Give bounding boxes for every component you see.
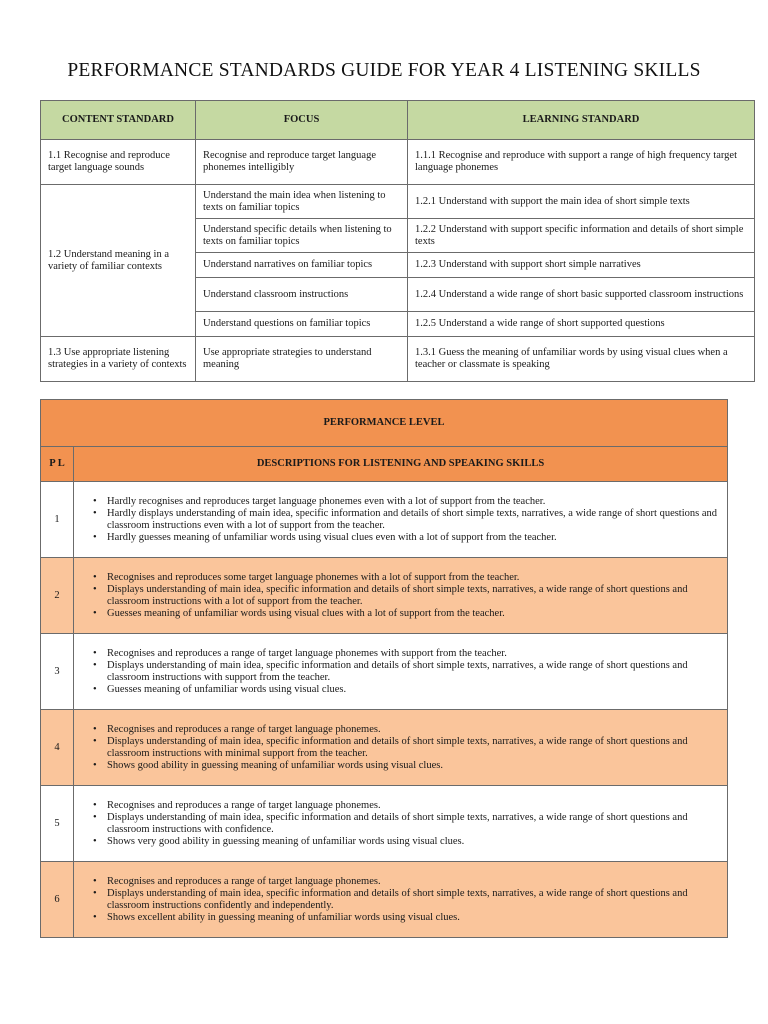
pl-number: 5 xyxy=(41,786,74,862)
learning-standard-cell: 1.2.4 Understand a wide range of short basic supported classroom instructions xyxy=(408,278,755,312)
description-item: • Recognises and reproduces a range of target language phonemes. xyxy=(107,876,720,888)
standards-table xyxy=(40,100,755,382)
pl-number: 6 xyxy=(41,862,74,938)
pl-number: 1 xyxy=(41,482,74,558)
content-standard-cell: 1.2 Understand meaning in a variety of familiar contexts xyxy=(41,185,196,337)
standards-row xyxy=(41,140,755,185)
learning-standard-header: LEARNING STANDARD xyxy=(408,101,755,140)
descriptions-column-header: DESCRIPTIONS FOR LISTENING AND SPEAKING SKILLS xyxy=(74,447,728,482)
description-item: • Displays understanding of main idea, specific information and details of short simple texts, narratives, a wide range of short questions and classroom instructions with confidence. xyxy=(107,812,720,836)
learning-standard-cell: 1.2.5 Understand a wide range of short supported questions xyxy=(408,312,755,337)
level-description xyxy=(74,482,728,558)
focus-cell: Understand the main idea when listening to texts on familiar topics xyxy=(196,185,408,219)
description-item: • Recognises and reproduces a range of target language phonemes with support from the teacher. xyxy=(107,648,720,660)
pl-column-header: P L xyxy=(41,447,74,482)
focus-cell: Understand narratives on familiar topics xyxy=(196,253,408,278)
description-item: • Shows excellent ability in guessing meaning of unfamiliar words using visual clues. xyxy=(107,912,720,924)
performance-level-row xyxy=(41,482,728,558)
content-standard-cell: 1.1 Recognise and reproduce target language sounds xyxy=(41,140,196,185)
description-item: • Displays understanding of main idea, specific information and details of short simple texts, narratives, a wide range of short questions and classroom instructions confidently and independently. xyxy=(107,888,720,912)
page-title: PERFORMANCE STANDARDS GUIDE FOR YEAR 4 LISTENING SKILLS xyxy=(67,60,701,81)
description-list xyxy=(81,648,720,696)
content-standard-cell: 1.3 Use appropriate listening strategies in a variety of contexts xyxy=(41,337,196,382)
description-item: • Shows good ability in guessing meaning of unfamiliar words using visual clues. xyxy=(107,760,720,772)
content-standard-header: CONTENT STANDARD xyxy=(41,101,196,140)
description-list xyxy=(81,724,720,772)
level-description xyxy=(74,786,728,862)
focus-cell: Recognise and reproduce target language phonemes intelligibly xyxy=(196,140,408,185)
learning-standard-cell: 1.2.1 Understand with support the main idea of short simple texts xyxy=(408,185,755,219)
standards-row xyxy=(41,185,755,219)
performance-level-row xyxy=(41,862,728,938)
standards-header-row xyxy=(41,101,755,140)
description-item: • Guesses meaning of unfamiliar words using visual clues. xyxy=(107,684,720,696)
learning-standard-cell: 1.2.2 Understand with support specific information and details of short simple texts xyxy=(408,219,755,253)
description-list xyxy=(81,876,720,924)
focus-cell: Understand classroom instructions xyxy=(196,278,408,312)
learning-standard-cell: 1.1.1 Recognise and reproduce with support a range of high frequency target language phonemes xyxy=(408,140,755,185)
level-description xyxy=(74,558,728,634)
level-description xyxy=(74,862,728,938)
focus-cell: Understand specific details when listening to texts on familiar topics xyxy=(196,219,408,253)
description-item: • Recognises and reproduces some target language phonemes with a lot of support from the teacher. xyxy=(107,572,720,584)
description-item: • Displays understanding of main idea, specific information and details of short simple texts, narratives, a wide range of short questions and classroom instructions with support from the teacher. xyxy=(107,660,720,684)
focus-cell: Understand questions on familiar topics xyxy=(196,312,408,337)
description-item: • Displays understanding of main idea, specific information and details of short simple texts, narratives, a wide range of short questions and classroom instructions with minimal support from the teacher. xyxy=(107,736,720,760)
focus-cell: Use appropriate strategies to understand meaning xyxy=(196,337,408,382)
pl-number: 3 xyxy=(41,634,74,710)
learning-standard-cell: 1.3.1 Guess the meaning of unfamiliar words by using visual clues when a teacher or classmate is speaking xyxy=(408,337,755,382)
description-item: • Displays understanding of main idea, specific information and details of short simple texts, narratives, a wide range of short questions and classroom instructions with a lot of support from the teacher. xyxy=(107,584,720,608)
description-item: • Hardly recognises and reproduces target language phonemes even with a lot of support from the teacher. xyxy=(107,496,720,508)
description-list xyxy=(81,572,720,620)
description-item: • Recognises and reproduces a range of target language phonemes. xyxy=(107,800,720,812)
standards-row xyxy=(41,337,755,382)
pl-number: 2 xyxy=(41,558,74,634)
description-item: • Hardly displays understanding of main idea, specific information and details of short simple texts, narratives, a wide range of short questions and classroom instructions even with a lot of support from the teacher. xyxy=(107,508,720,532)
performance-level-heading: PERFORMANCE LEVEL xyxy=(41,400,728,447)
description-list xyxy=(81,496,720,544)
performance-level-row xyxy=(41,786,728,862)
description-list xyxy=(81,800,720,848)
level-description xyxy=(74,710,728,786)
description-item: • Guesses meaning of unfamiliar words using visual clues with a lot of support from the teacher. xyxy=(107,608,720,620)
description-item: • Shows very good ability in guessing meaning of unfamiliar words using visual clues. xyxy=(107,836,720,848)
performance-level-row xyxy=(41,634,728,710)
description-item: • Recognises and reproduces a range of target language phonemes. xyxy=(107,724,720,736)
performance-heading-row xyxy=(41,400,728,447)
performance-level-row xyxy=(41,558,728,634)
performance-column-header-row xyxy=(41,447,728,482)
pl-number: 4 xyxy=(41,710,74,786)
performance-level-table xyxy=(40,399,728,938)
learning-standard-cell: 1.2.3 Understand with support short simple narratives xyxy=(408,253,755,278)
focus-header: FOCUS xyxy=(196,101,408,140)
description-item: • Hardly guesses meaning of unfamiliar words using visual clues even with a lot of support from the teacher. xyxy=(107,532,720,544)
level-description xyxy=(74,634,728,710)
performance-level-row xyxy=(41,710,728,786)
